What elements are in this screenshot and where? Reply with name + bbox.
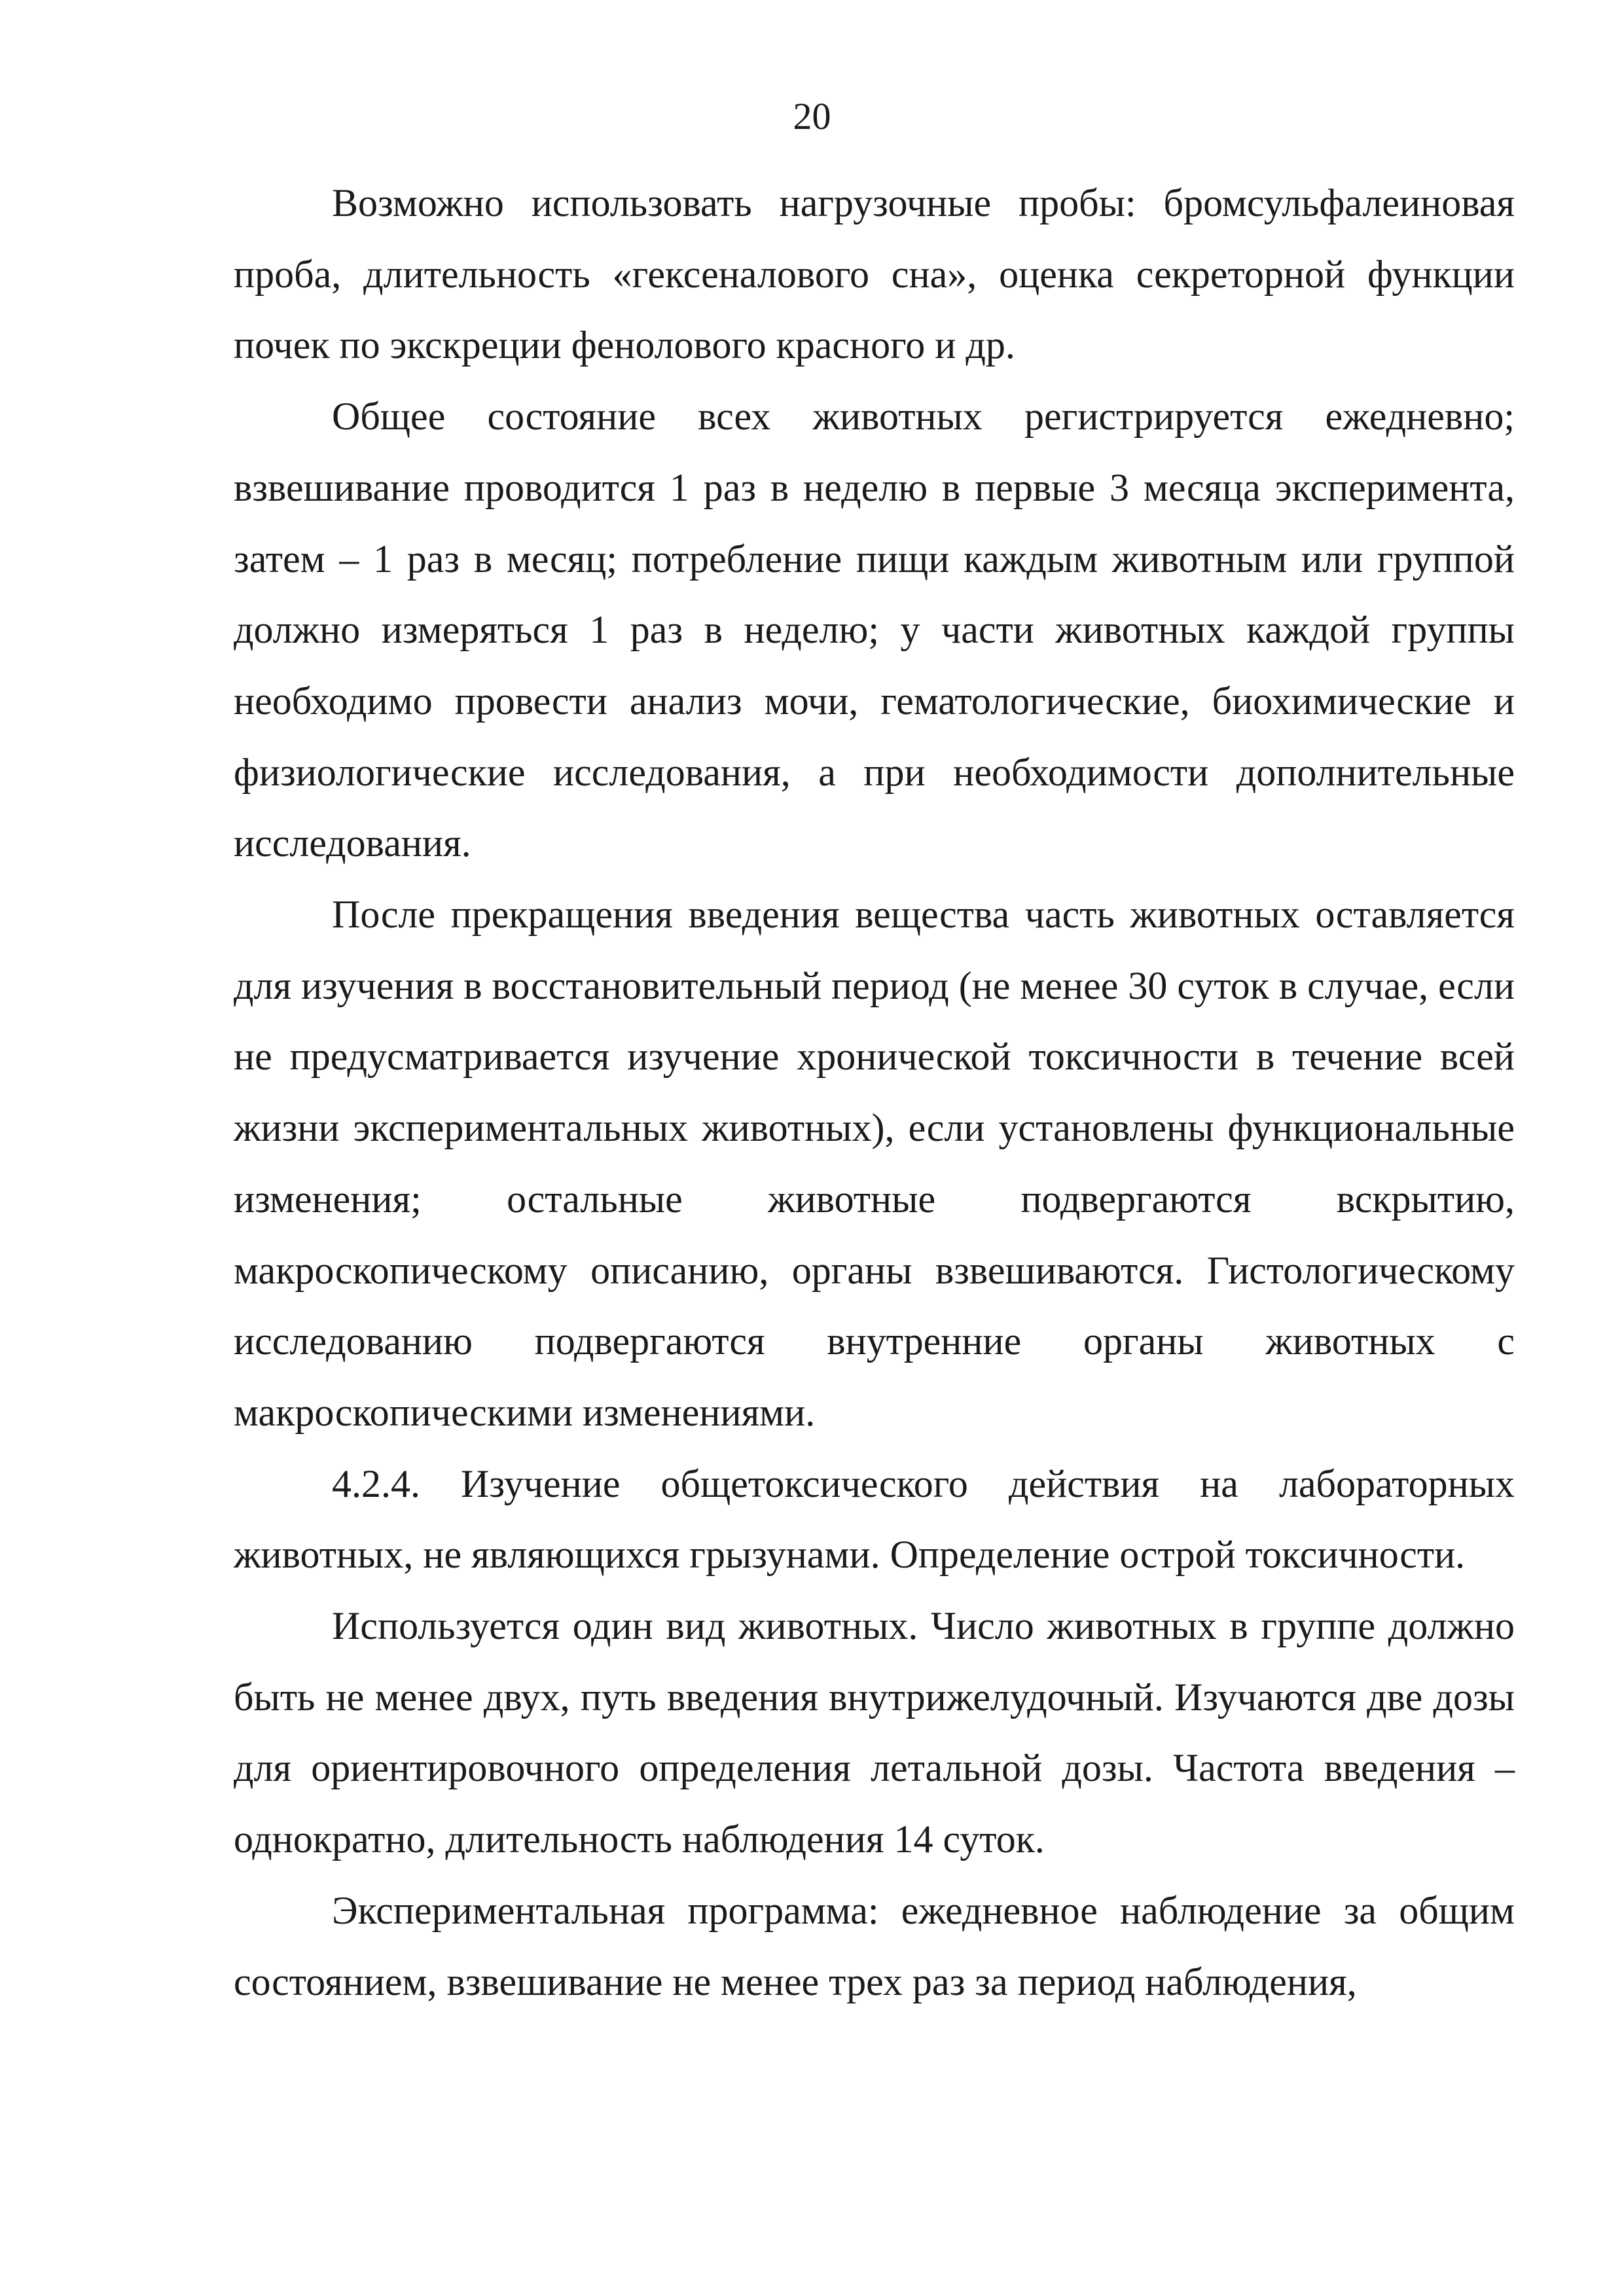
paragraph-experimental-program: Экспериментальная программа: ежедневное наблюдение за общим состоянием, взвешивание не менее трех раз за период наблюдения,	[234, 1888, 1515, 2003]
paragraph-load-tests: Возможно использовать нагрузочные пробы: бромсульфалеиновая проба, длительность «гексеналового сна», оценка секреторной функции почек по экскреции фенолового красного и др.	[234, 181, 1515, 367]
paragraph-animal-species: Используется один вид животных. Число животных в группе должно быть не менее двух, путь введения внутрижелудочный. Изучаются две дозы для ориентировочного определения летальной дозы. Частота введения – однократно, длительность наблюдения 14 суток.	[234, 1604, 1515, 1861]
paragraph-recovery-period: После прекращения введения вещества часть животных оставляется для изучения в восстановительный период (не менее 30 суток в случае, если не предусматривается изучение хронической токсичности в течение всей жизни экспериментальных животных), если установлены функциональные изменения; остальные животные подвергаются вскрытию, макроскопическому описанию, органы взвешиваются. Гистологическому исследованию подвергаются внутренние органы животных с макроскопическими изменениями.	[234, 893, 1515, 1434]
paragraph-general-condition: Общее состояние всех животных регистрируется ежедневно; взвешивание проводится 1 раз в неделю в первые 3 месяца эксперимента, затем – 1 раз в месяц; потребление пищи каждым животным или группой должно измеряться 1 раз в неделю; у части животных каждой группы необходимо провести анализ мочи, гематологические, биохимические и физиологические исследования, а при необходимости дополнительные исследования.	[234, 395, 1515, 865]
section-heading-4-2-4: 4.2.4. Изучение общетоксического действия на лабораторных животных, не являющихся грызунами. Определение острой токсичности.	[234, 1462, 1515, 1577]
page-number: 20	[793, 95, 831, 137]
body-text	[234, 168, 1515, 2017]
